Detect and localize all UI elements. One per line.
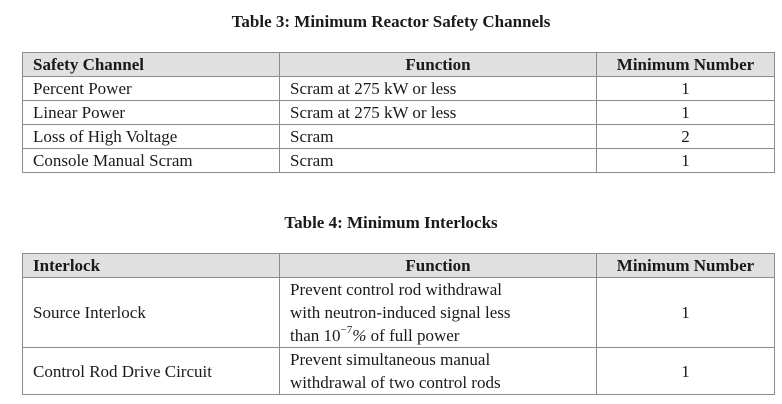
- table-row: [23, 278, 775, 348]
- header-minimum-number: Minimum Number: [597, 53, 775, 77]
- header-interlock: Interlock: [23, 254, 280, 278]
- table-row: [23, 77, 775, 101]
- table-row: [23, 149, 775, 173]
- function-line: Prevent simultaneous manual: [290, 350, 491, 369]
- table-3-caption: Table 3: Minimum Reactor Safety Channels: [231, 12, 551, 31]
- interlocks-table: [22, 253, 775, 395]
- channel-cell: Percent Power: [23, 77, 280, 101]
- table-row: [23, 348, 775, 395]
- minimum-cell: 2: [597, 125, 775, 149]
- function-cell: Scram at 275 kW or less: [280, 77, 597, 101]
- function-line: withdrawal of two control rods: [290, 373, 501, 392]
- function-line: Prevent control rod withdrawal: [290, 280, 502, 299]
- function-cell: [280, 278, 597, 348]
- header-function: Function: [280, 53, 597, 77]
- function-text: of full power: [366, 326, 460, 345]
- function-line: [290, 324, 586, 347]
- function-cell: [280, 348, 597, 395]
- minimum-cell: 1: [597, 278, 775, 348]
- table-row: [23, 125, 775, 149]
- function-line: with neutron-induced signal less: [290, 303, 511, 322]
- table-header-row: [23, 254, 775, 278]
- interlock-cell: Source Interlock: [23, 278, 280, 348]
- exponent: −7: [340, 324, 353, 337]
- table-header-row: [23, 53, 775, 77]
- header-safety-channel: Safety Channel: [23, 53, 280, 77]
- function-cell: Scram: [280, 149, 597, 173]
- minimum-cell: 1: [597, 348, 775, 395]
- channel-cell: Loss of High Voltage: [23, 125, 280, 149]
- table-4-caption: Table 4: Minimum Interlocks: [284, 213, 498, 232]
- minimum-cell: 1: [597, 101, 775, 125]
- function-cell: Scram at 275 kW or less: [280, 101, 597, 125]
- minimum-cell: 1: [597, 149, 775, 173]
- header-function: Function: [280, 254, 597, 278]
- function-cell: Scram: [280, 125, 597, 149]
- header-minimum-number: Minimum Number: [597, 254, 775, 278]
- table-row: [23, 101, 775, 125]
- interlock-cell: Control Rod Drive Circuit: [23, 348, 280, 395]
- minimum-cell: 1: [597, 77, 775, 101]
- channel-cell: Console Manual Scram: [23, 149, 280, 173]
- percent-sign: %: [352, 326, 367, 345]
- safety-channels-table: [22, 52, 775, 173]
- function-text: than 10: [290, 326, 341, 345]
- channel-cell: Linear Power: [23, 101, 280, 125]
